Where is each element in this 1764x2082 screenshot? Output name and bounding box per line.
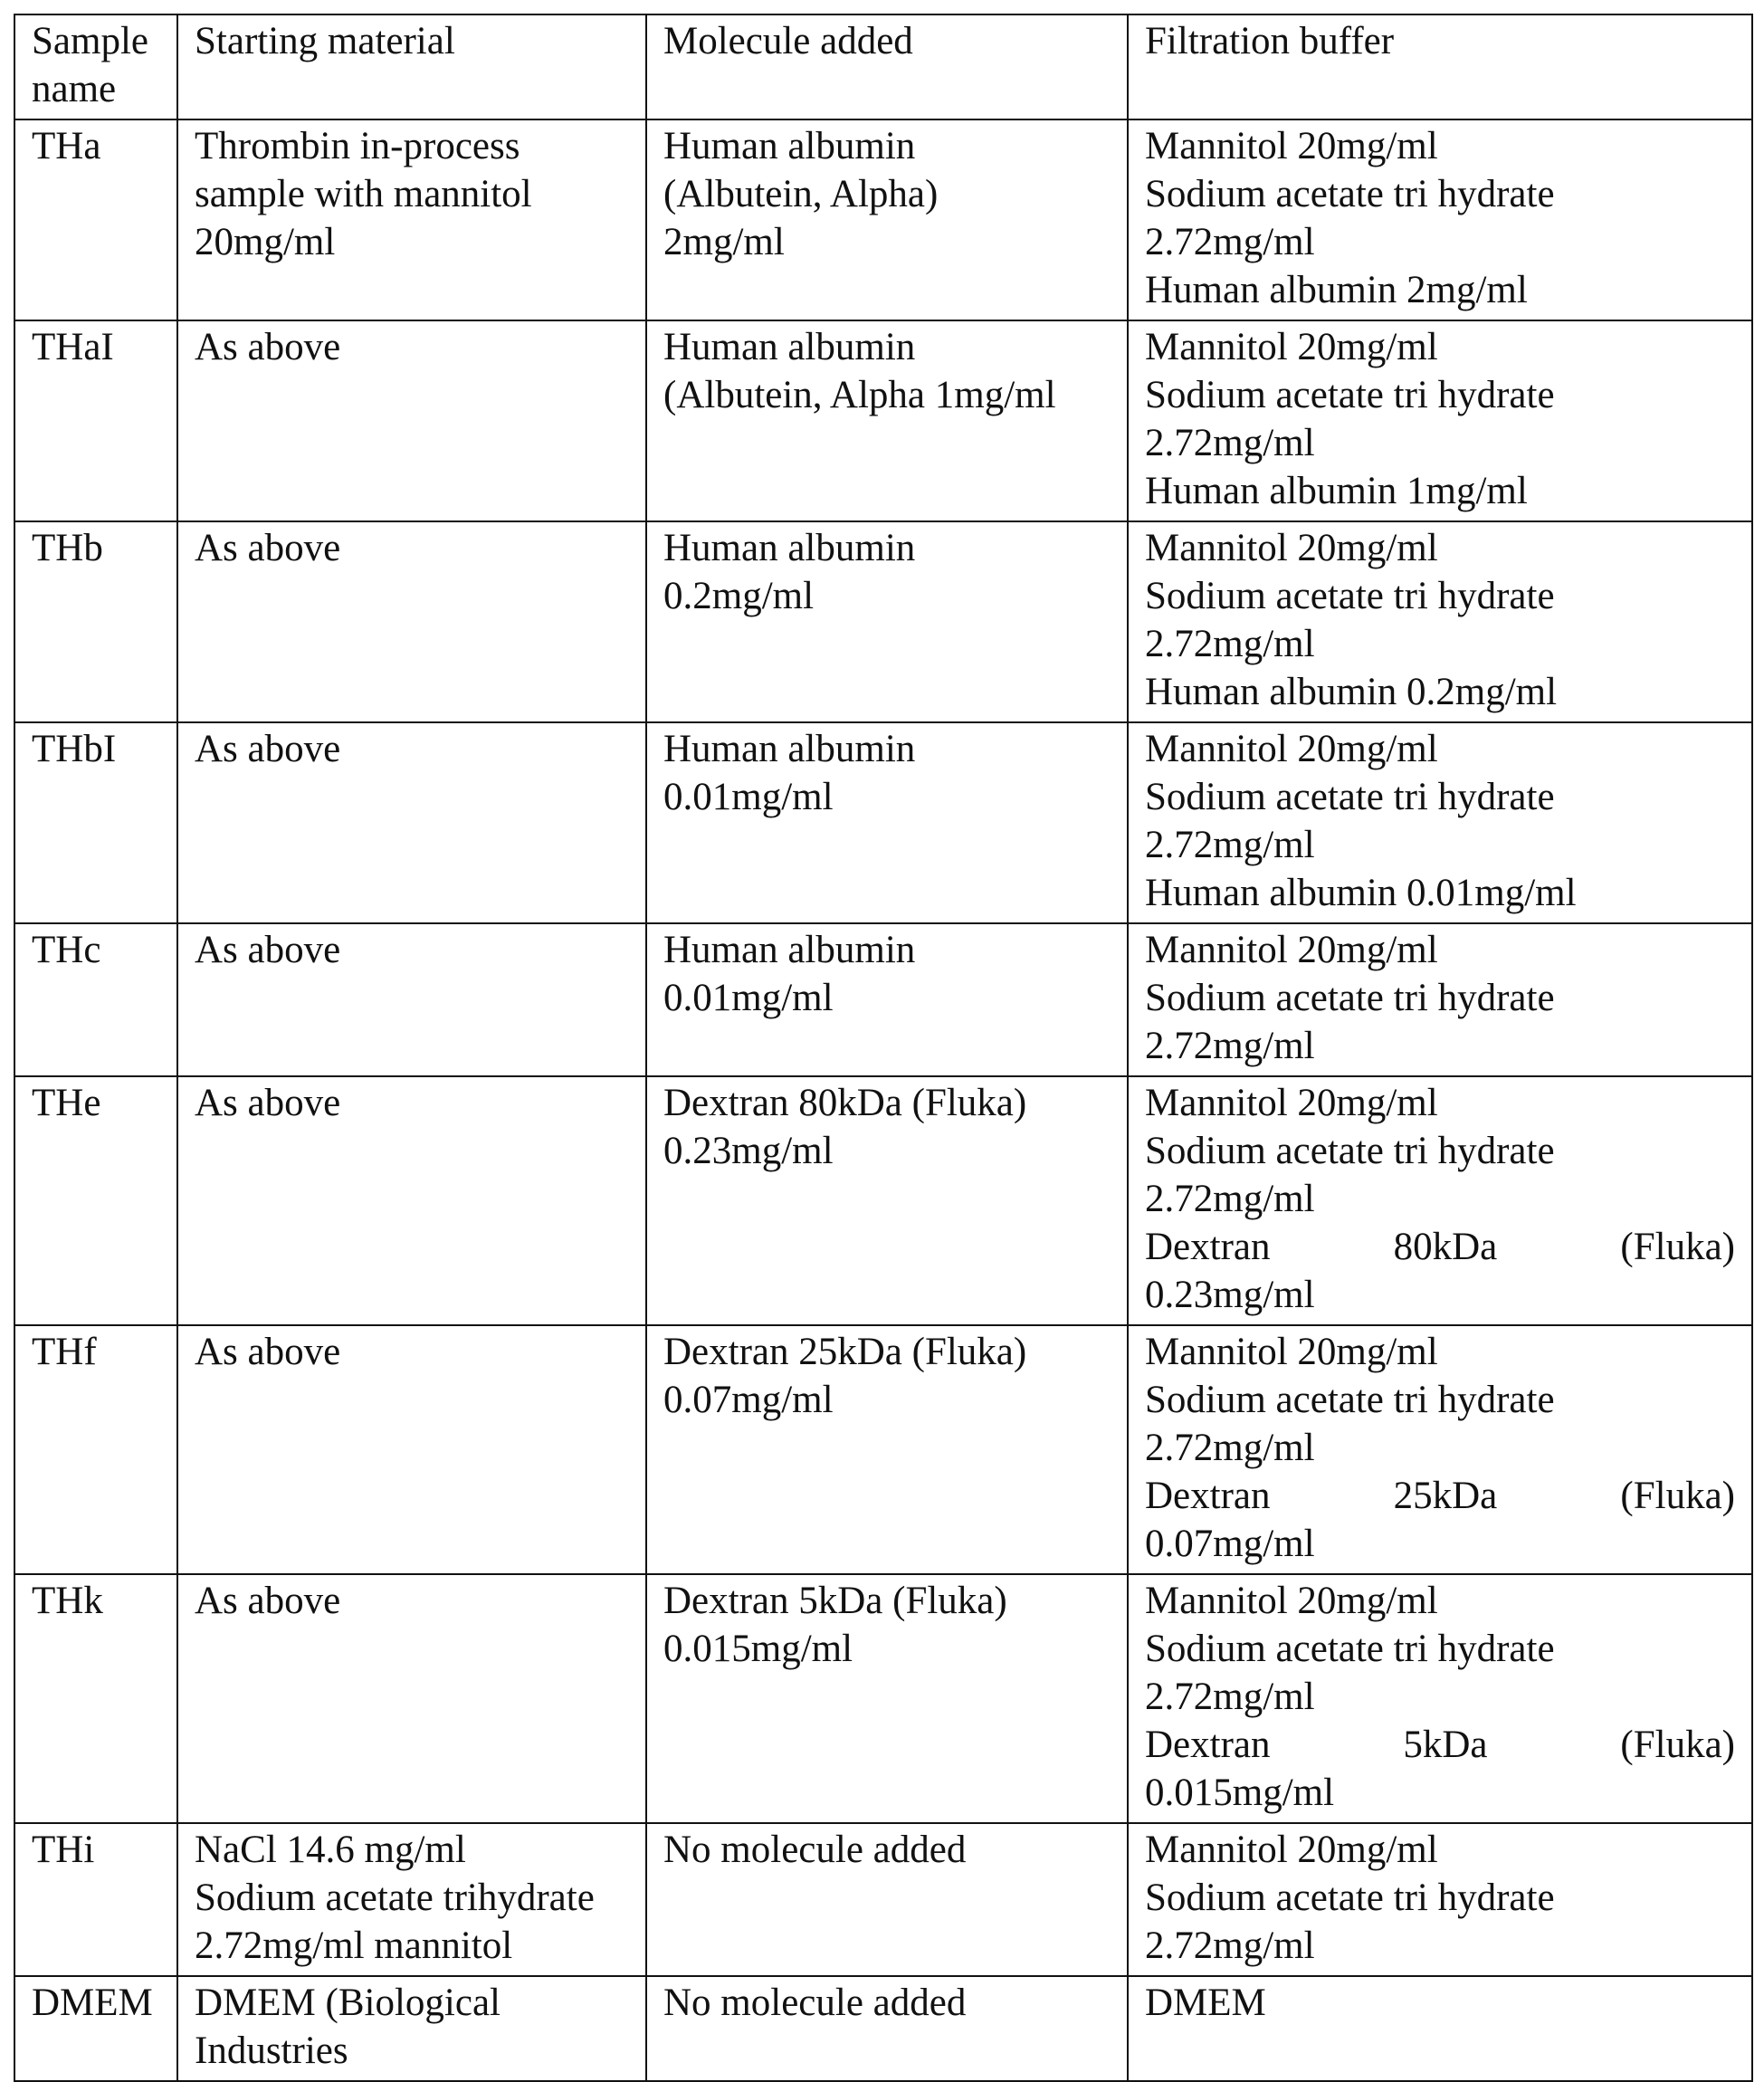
cell-line: 0.01mg/ml — [663, 977, 834, 1019]
cell-line: 0.015mg/ml — [1145, 1772, 1335, 1814]
cell-sample-name — [14, 1325, 177, 1574]
cell-line: As above — [195, 929, 341, 971]
cell-line: 0.23mg/ml — [1145, 1274, 1315, 1316]
cell-filtration-buffer — [1128, 1823, 1752, 1976]
cell-molecule-added — [646, 1076, 1128, 1325]
cell-molecule-added — [646, 119, 1128, 320]
cell-line: Human albumin — [663, 125, 916, 167]
cell-word: Dextran — [1145, 1724, 1271, 1766]
cell-word: (Fluka) — [1620, 1226, 1735, 1268]
cell-starting-material — [177, 521, 646, 722]
cell-line: Mannitol 20mg/ml — [1145, 728, 1438, 770]
cell-line: As above — [195, 527, 341, 569]
cell-sample-name — [14, 1574, 177, 1823]
cell-line: Human albumin — [663, 527, 916, 569]
cell-molecule-added — [646, 923, 1128, 1076]
cell-filtration-buffer — [1128, 923, 1752, 1076]
cell-starting-material — [177, 1574, 646, 1823]
cell-line: Human albumin 1mg/ml — [1145, 470, 1528, 512]
cell-starting-material — [177, 722, 646, 923]
cell-sample-name — [14, 1976, 177, 2081]
cell-molecule-added — [646, 1823, 1128, 1976]
cell-starting-material — [177, 923, 646, 1076]
cell-line-justified — [1145, 1472, 1735, 1520]
table-row — [14, 923, 1752, 1076]
cell-word: Dextran — [1145, 1226, 1271, 1268]
cell-line: Mannitol 20mg/ml — [1145, 1580, 1438, 1622]
cell-sample-name — [14, 1823, 177, 1976]
cell-line: 0.07mg/ml — [1145, 1523, 1315, 1565]
cell-line: 2.72mg/ml — [1145, 221, 1315, 263]
cell-line: sample with mannitol — [195, 173, 532, 215]
cell-line: 2.72mg/ml mannitol — [195, 1924, 513, 1967]
cell-molecule-added — [646, 722, 1128, 923]
cell-line: As above — [195, 1082, 341, 1124]
cell-line: Thrombin in-process — [195, 125, 520, 167]
cell-line: 2.72mg/ml — [1145, 1427, 1315, 1469]
cell-line: THa — [32, 125, 101, 167]
table-row — [14, 1976, 1752, 2081]
cell-line: 2.72mg/ml — [1145, 1025, 1315, 1067]
cell-line: 0.23mg/ml — [663, 1130, 834, 1172]
cell-sample-name — [14, 1076, 177, 1325]
cell-line: Sodium acetate tri hydrate — [1145, 1628, 1555, 1670]
cell-line: No molecule added — [663, 1982, 967, 2024]
cell-starting-material — [177, 1325, 646, 1574]
cell-filtration-buffer — [1128, 119, 1752, 320]
header-starting-material: Starting material — [177, 14, 646, 119]
cell-line: 2.72mg/ml — [1145, 422, 1315, 464]
cell-line: (Albutein, Alpha 1mg/ml — [663, 374, 1056, 416]
cell-line: Sodium acetate tri hydrate — [1145, 173, 1555, 215]
cell-word: (Fluka) — [1620, 1724, 1735, 1766]
cell-line: Mannitol 20mg/ml — [1145, 125, 1438, 167]
cell-molecule-added — [646, 1976, 1128, 2081]
cell-starting-material — [177, 1076, 646, 1325]
cell-line: Mannitol 20mg/ml — [1145, 326, 1438, 368]
cell-line: Dextran 5kDa (Fluka) — [663, 1580, 1007, 1622]
cell-sample-name — [14, 923, 177, 1076]
cell-starting-material — [177, 1823, 646, 1976]
cell-line: THe — [32, 1082, 101, 1124]
cell-line: As above — [195, 326, 341, 368]
header-row — [14, 14, 1752, 119]
cell-line: DMEM — [1145, 1982, 1266, 2024]
cell-line: As above — [195, 728, 341, 770]
cell-line: THf — [32, 1331, 97, 1373]
samples-table — [14, 14, 1753, 2082]
cell-word: 5kDa — [1403, 1724, 1488, 1766]
cell-molecule-added — [646, 1574, 1128, 1823]
cell-line-justified — [1145, 1721, 1735, 1769]
cell-starting-material — [177, 119, 646, 320]
cell-line: Sodium acetate tri hydrate — [1145, 575, 1555, 617]
cell-filtration-buffer — [1128, 1076, 1752, 1325]
cell-line: THk — [32, 1580, 103, 1622]
cell-line: Mannitol 20mg/ml — [1145, 1829, 1438, 1871]
cell-line: 2.72mg/ml — [1145, 623, 1315, 665]
cell-line: Sodium acetate tri hydrate — [1145, 977, 1555, 1019]
cell-line: 2.72mg/ml — [1145, 1676, 1315, 1718]
table-row — [14, 119, 1752, 320]
cell-line: Mannitol 20mg/ml — [1145, 1082, 1438, 1124]
cell-line: Sodium acetate tri hydrate — [1145, 374, 1555, 416]
cell-line: Mannitol 20mg/ml — [1145, 929, 1438, 971]
table-header — [14, 14, 1752, 119]
table-row — [14, 521, 1752, 722]
cell-starting-material — [177, 1976, 646, 2081]
cell-line: (Albutein, Alpha) — [663, 173, 939, 215]
cell-line: Mannitol 20mg/ml — [1145, 527, 1438, 569]
cell-line: Human albumin — [663, 929, 916, 971]
cell-word: 80kDa — [1393, 1226, 1498, 1268]
cell-sample-name — [14, 320, 177, 521]
cell-filtration-buffer — [1128, 722, 1752, 923]
cell-filtration-buffer — [1128, 1325, 1752, 1574]
cell-line: 2.72mg/ml — [1145, 1924, 1315, 1967]
cell-line: 2.72mg/ml — [1145, 1178, 1315, 1220]
table-row — [14, 320, 1752, 521]
cell-line: As above — [195, 1580, 341, 1622]
cell-line: Sodium acetate tri hydrate — [1145, 1130, 1555, 1172]
cell-word: (Fluka) — [1620, 1475, 1735, 1517]
cell-molecule-added — [646, 521, 1128, 722]
cell-line: DMEM — [32, 1982, 153, 2024]
cell-molecule-added — [646, 320, 1128, 521]
cell-line: 0.015mg/ml — [663, 1628, 853, 1670]
cell-line: Sodium acetate tri hydrate — [1145, 776, 1555, 818]
cell-filtration-buffer — [1128, 320, 1752, 521]
header-filtration-buffer: Filtration buffer — [1128, 14, 1752, 119]
cell-filtration-buffer — [1128, 1976, 1752, 2081]
cell-word: 25kDa — [1393, 1475, 1498, 1517]
cell-line: 2.72mg/ml — [1145, 824, 1315, 866]
cell-line: Dextran 25kDa (Fluka) — [663, 1331, 1027, 1373]
table-row — [14, 1574, 1752, 1823]
table-body — [14, 119, 1752, 2081]
cell-line: Human albumin — [663, 326, 916, 368]
cell-line: Human albumin — [663, 728, 916, 770]
cell-line: Sodium acetate tri hydrate — [1145, 1877, 1555, 1919]
cell-line: 2mg/ml — [663, 221, 785, 263]
table-row — [14, 1325, 1752, 1574]
cell-filtration-buffer — [1128, 1574, 1752, 1823]
cell-line: Sodium acetate trihydrate — [195, 1877, 595, 1919]
cell-line: 0.01mg/ml — [663, 776, 834, 818]
cell-line: THi — [32, 1829, 95, 1871]
cell-sample-name — [14, 521, 177, 722]
cell-line: No molecule added — [663, 1829, 967, 1871]
cell-line: THaI — [32, 326, 114, 368]
cell-sample-name — [14, 119, 177, 320]
cell-line: NaCl 14.6 mg/ml — [195, 1829, 466, 1871]
cell-line: 20mg/ml — [195, 221, 336, 263]
cell-line: Industries — [195, 2029, 348, 2072]
cell-molecule-added — [646, 1325, 1128, 1574]
cell-line: THc — [32, 929, 101, 971]
cell-line: Mannitol 20mg/ml — [1145, 1331, 1438, 1373]
cell-line: As above — [195, 1331, 341, 1373]
cell-starting-material — [177, 320, 646, 521]
header-sample-name: Sample name — [14, 14, 177, 119]
cell-sample-name — [14, 722, 177, 923]
table-row — [14, 722, 1752, 923]
header-molecule-added: Molecule added — [646, 14, 1128, 119]
cell-line: DMEM (Biological — [195, 1982, 501, 2024]
cell-filtration-buffer — [1128, 521, 1752, 722]
table-row — [14, 1823, 1752, 1976]
cell-line: Human albumin 0.01mg/ml — [1145, 872, 1577, 914]
table-row — [14, 1076, 1752, 1325]
cell-line: Human albumin 2mg/ml — [1145, 269, 1528, 311]
cell-line: 0.07mg/ml — [663, 1379, 834, 1421]
cell-line: 0.2mg/ml — [663, 575, 815, 617]
cell-line: Sodium acetate tri hydrate — [1145, 1379, 1555, 1421]
cell-line: THbI — [32, 728, 117, 770]
cell-word: Dextran — [1145, 1475, 1271, 1517]
cell-line: THb — [32, 527, 103, 569]
cell-line-justified — [1145, 1223, 1735, 1271]
cell-line: Dextran 80kDa (Fluka) — [663, 1082, 1027, 1124]
cell-line: Human albumin 0.2mg/ml — [1145, 671, 1558, 713]
